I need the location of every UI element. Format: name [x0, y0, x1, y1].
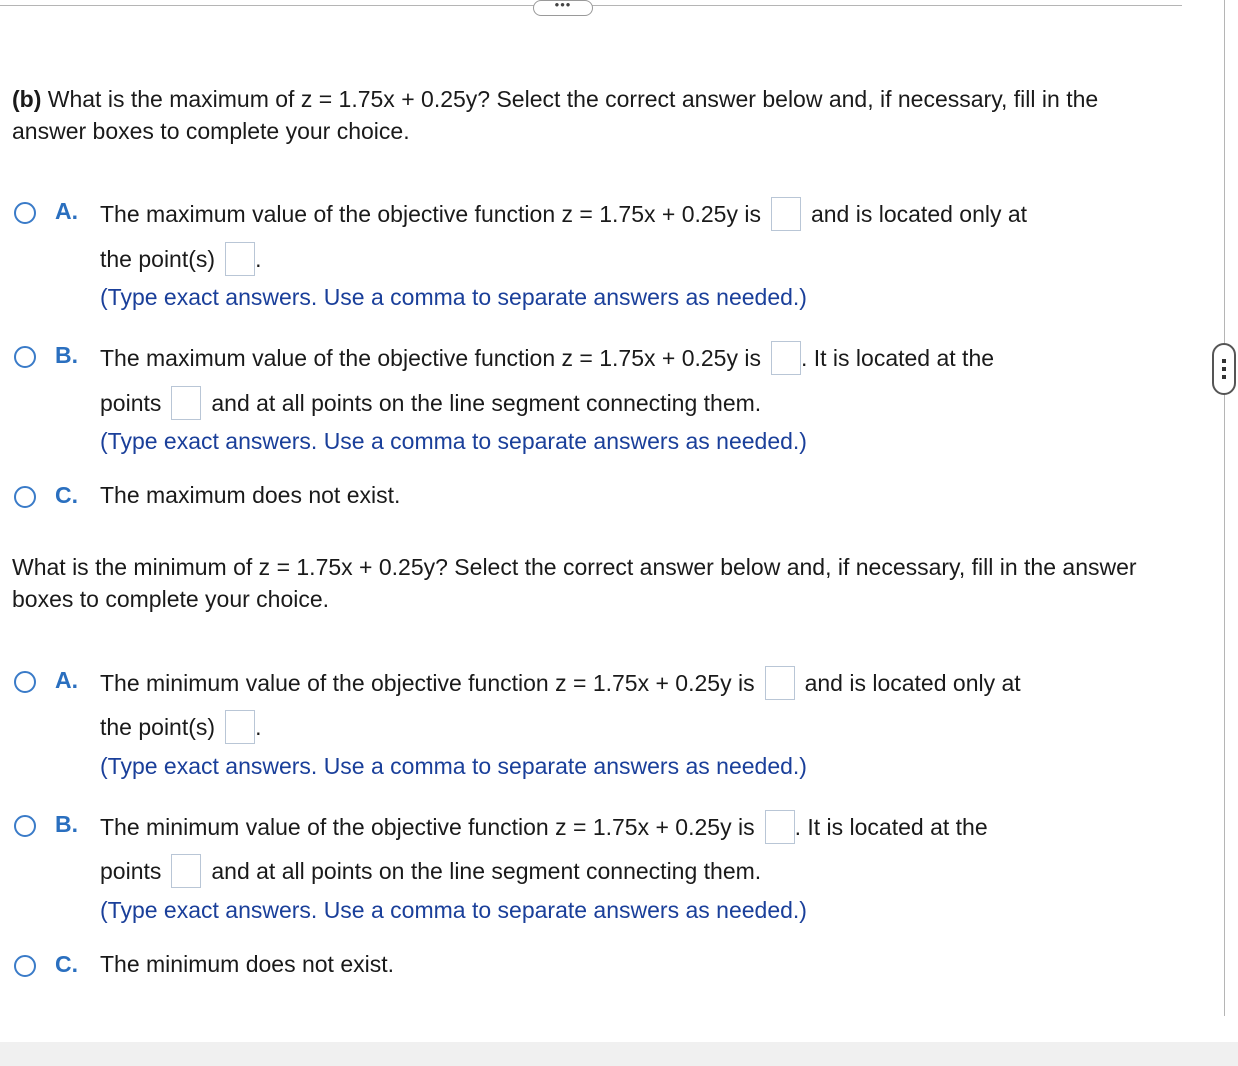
min-option-a[interactable]	[14, 667, 1194, 781]
option-letter: C.	[55, 482, 78, 508]
max-option-a[interactable]	[14, 198, 1194, 312]
min-option-c-radio[interactable]	[14, 955, 36, 977]
min-option-a-line1	[100, 666, 1021, 700]
min-option-b-radio[interactable]	[14, 815, 36, 837]
option-text: and at all points on the line segment connecting them.	[211, 389, 762, 416]
option-text: The maximum value of the objective function z = 1.75x + 0.25y is	[100, 344, 761, 371]
max-option-a-hint: (Type exact answers. Use a comma to separate answers as needed.)	[100, 284, 807, 310]
handle-dot-icon	[1222, 367, 1226, 371]
min-option-c-text: The minimum does not exist.	[100, 951, 395, 977]
min-option-b-line2	[100, 854, 761, 888]
right-divider	[1224, 0, 1225, 1016]
max-option-b-line1	[100, 341, 994, 375]
max-option-a-line2	[100, 242, 261, 276]
option-letter: A.	[55, 198, 78, 224]
handle-dot-icon	[1222, 375, 1226, 379]
min-point-input-a[interactable]	[225, 710, 255, 744]
max-option-c-radio[interactable]	[14, 486, 36, 508]
option-text: .	[255, 245, 262, 272]
option-text: .	[255, 713, 262, 740]
min-question-text: What is the minimum of z = 1.75x + 0.25y? Select the correct answer below and, if necessary, fill in the answer boxes to complete your choice.	[12, 554, 1137, 612]
min-option-a-line2	[100, 710, 261, 744]
min-value-input-a[interactable]	[765, 666, 795, 700]
max-option-b[interactable]	[14, 342, 1194, 456]
max-option-b-radio[interactable]	[14, 346, 36, 368]
top-divider	[0, 0, 1182, 12]
option-text: the point(s)	[100, 713, 216, 740]
option-letter: B.	[55, 811, 78, 837]
option-letter: A.	[55, 667, 78, 693]
max-option-c-text: The maximum does not exist.	[100, 482, 401, 508]
min-option-b-hint: (Type exact answers. Use a comma to separate answers as needed.)	[100, 897, 807, 923]
max-point-input-a[interactable]	[225, 242, 255, 276]
option-text: points	[100, 389, 162, 416]
min-points-input-b[interactable]	[171, 854, 201, 888]
max-option-c[interactable]	[14, 482, 1194, 516]
max-question-text	[12, 83, 1172, 147]
option-text: The maximum value of the objective function z = 1.75x + 0.25y is	[100, 200, 761, 227]
option-text: . It is located at the	[794, 813, 988, 840]
max-question-body: What is the maximum of z = 1.75x + 0.25y? Select the correct answer below and, if necessary, fill in the answer boxes to complete your choice.	[12, 86, 1099, 144]
max-value-input-b[interactable]	[771, 341, 801, 375]
option-text: . It is located at the	[800, 344, 995, 371]
min-option-b-line1	[100, 810, 988, 844]
min-option-a-hint: (Type exact answers. Use a comma to separate answers as needed.)	[100, 753, 807, 779]
max-option-a-line1	[100, 197, 1027, 231]
ellipsis-icon: •••	[554, 0, 572, 12]
min-value-input-b[interactable]	[765, 810, 795, 844]
option-letter: B.	[55, 342, 78, 368]
bottom-bar	[0, 1042, 1238, 1066]
handle-dot-icon	[1222, 359, 1226, 363]
option-text: The minimum value of the objective function z = 1.75x + 0.25y is	[100, 669, 755, 696]
min-option-c[interactable]	[14, 951, 1194, 985]
max-option-b-line2	[100, 386, 761, 420]
expand-toggle-button[interactable]	[533, 0, 593, 16]
max-option-b-hint: (Type exact answers. Use a comma to separate answers as needed.)	[100, 428, 807, 454]
option-text: the point(s)	[100, 245, 216, 272]
max-points-input-b[interactable]	[171, 386, 201, 420]
option-text: and is located only at	[804, 669, 1021, 696]
option-letter: C.	[55, 951, 78, 977]
part-label: (b)	[12, 86, 42, 112]
min-option-a-radio[interactable]	[14, 671, 36, 693]
max-option-a-radio[interactable]	[14, 202, 36, 224]
option-text: points	[100, 857, 162, 884]
option-text: The minimum value of the objective function z = 1.75x + 0.25y is	[100, 813, 755, 840]
option-text: and at all points on the line segment connecting them.	[211, 857, 762, 884]
min-option-b[interactable]	[14, 811, 1194, 925]
panel-resize-handle[interactable]	[1212, 343, 1236, 395]
max-value-input-a[interactable]	[771, 197, 801, 231]
option-text: and is located only at	[810, 200, 1028, 227]
